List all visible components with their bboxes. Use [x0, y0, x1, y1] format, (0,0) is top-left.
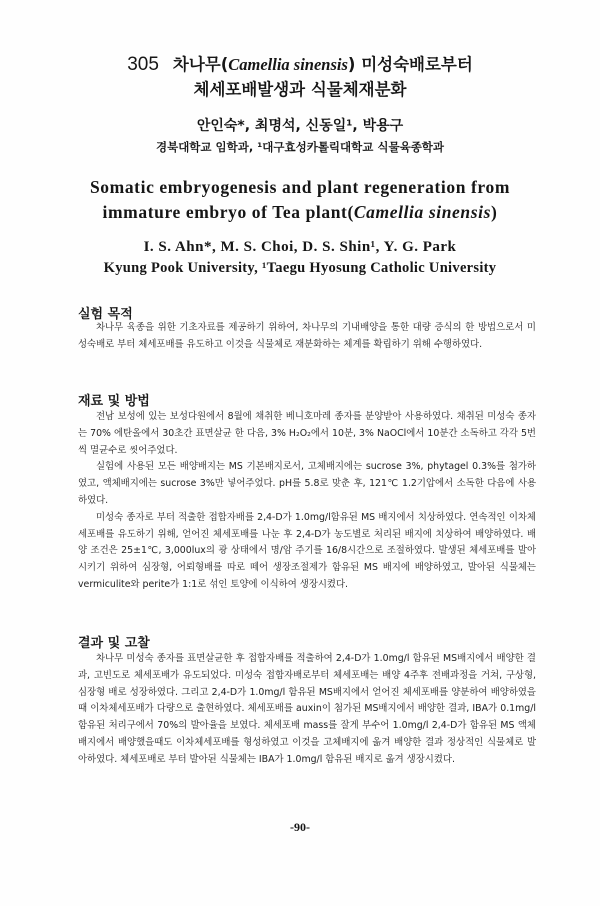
korean-title-line2: 체세포배발생과 식물체재분화 — [193, 80, 407, 99]
english-affiliation: Kyung Pook University, ¹Taegu Hyosung Catholic University — [103, 260, 497, 276]
paragraph: 전남 보성에 있는 보성다원에서 8월에 채취한 베니호마레 종자를 분양받아 사용하였다. 채취된 미성숙 종자는 70% 에탄올에서 30초간 표면살균 한 다음, 3% H₂O₂에서 10분, 3% NaOCl에서 10분간 소독하고 각각 5번씩 멸균수로 씻어주었다. — [78, 411, 536, 456]
kor-species-name: Camellia sinensis — [228, 55, 348, 74]
paragraph: 실험에 사용된 모든 배양배지는 MS 기본배지로서, 고체배지에는 sucrose 3%, phytagel 0.3%를 첨가하였고, 액체배지에는 sucrose 3%만 넣어주었다. pH를 5.8로 맞춘 후, 121℃ 1.2기압에서 소독한 다음에 사용하였다. — [78, 461, 536, 506]
methods-body — [78, 409, 536, 594]
abstract-number: 305 — [127, 54, 159, 75]
results-body — [78, 651, 536, 769]
results-heading: 결과 및 고찰 — [78, 636, 150, 651]
eng-species-name: Camellia sinensis — [353, 202, 492, 222]
paragraph: 차나무 육종을 위한 기초자료를 제공하기 위하여, 차나무의 기내배양을 통한 대량 증식의 한 방법으로서 미성숙배로 부터 체세포배를 유도하고 이것을 식물체로 재분화하는 체계를 확립하기 위해 수행하였다. — [78, 322, 536, 350]
korean-title: 305 차나무(Camellia sinensis) 미성숙배로부터 체세포배발생과 식물체재분화 — [0, 52, 600, 102]
korean-affiliation: 경북대학교 임학과, ¹대구효성카톨릭대학교 식물육종학과 — [155, 140, 445, 154]
purpose-heading: 실험 목적 — [78, 307, 133, 322]
korean-authors: 안인숙*, 최명석, 신동일¹, 박용구 — [196, 118, 404, 134]
english-title: Somatic embryogenesis and plant regeneration from immature embryo of Tea plant(Camellia sinensis) — [0, 175, 600, 225]
paragraph: 차나무 미성숙 종자를 표면살균한 후 접합자배를 적출하여 2,4-D가 1.0mg/l 함유된 MS배지에서 배양한 결과, 고빈도로 체세포배가 유도되었다. 미성숙 접합자배로부터 체세포배는 배양 4주후 전배과정을 거쳐, 구상형, 심장형 배로 성장하였다. 그리고 2,4-D가 1.0mg/l 함유된 MS배지에서 얻어진 체세포배를 양분하여 배양하였을때 이차체세포배가 다량으로 출현하였다. 체세포배를 auxin이 첨가된 MS배지에서 배양한 결과, IBA가 0.1mg/l 함유된 처리구에서 70%의 발아율을 보였다. 체세포배 mass를 잘게 부수어 1.0mg/l 2,4-D가 함유된 MS 액체배지에서 배양했을때도 이차체세포배를 형성하였고 이것을 고체배지에 옮겨 배양한 결과 정상적인 식물체로 발아하였다. 체세포배로 부터 발아된 식물체는 IBA가 1.0mg/l 함유된 배지로 옮겨 생장시켰다. — [78, 653, 536, 765]
methods-heading: 재료 및 방법 — [78, 394, 150, 409]
paragraph: 미성숙 종자로 부터 적출한 접합자배를 2,4-D가 1.0mg/l함유된 MS 배지에서 치상하였다. 연속적인 이차체세포배를 유도하기 위해, 얻어진 체세포배를 나눈 후 2,4-D가 농도별로 처리된 배지에 치상하여 배양하였다. 배양 조건은 25±1℃, 3,000lux의 광 상태에서 명/암 주기를 16/8시간으로 조절하였다. 발생된 체세포배를 발아시키기 위하여 심장형, 어뢰형배를 따로 떼어 생장조절제가 함유된 MS 배지에 배양하였고, 발아된 식물체는 vermiculite와 perite가 1:1로 섞인 토양에 이식하여 생장시켰다. — [78, 511, 536, 590]
english-authors: I. S. Ahn*, M. S. Choi, D. S. Shin¹, Y. G. Park — [143, 239, 457, 255]
page-number: -90- — [290, 820, 310, 834]
english-title-line1: Somatic embryogenesis and plant regeneration from — [89, 177, 511, 197]
purpose-body — [78, 320, 536, 354]
